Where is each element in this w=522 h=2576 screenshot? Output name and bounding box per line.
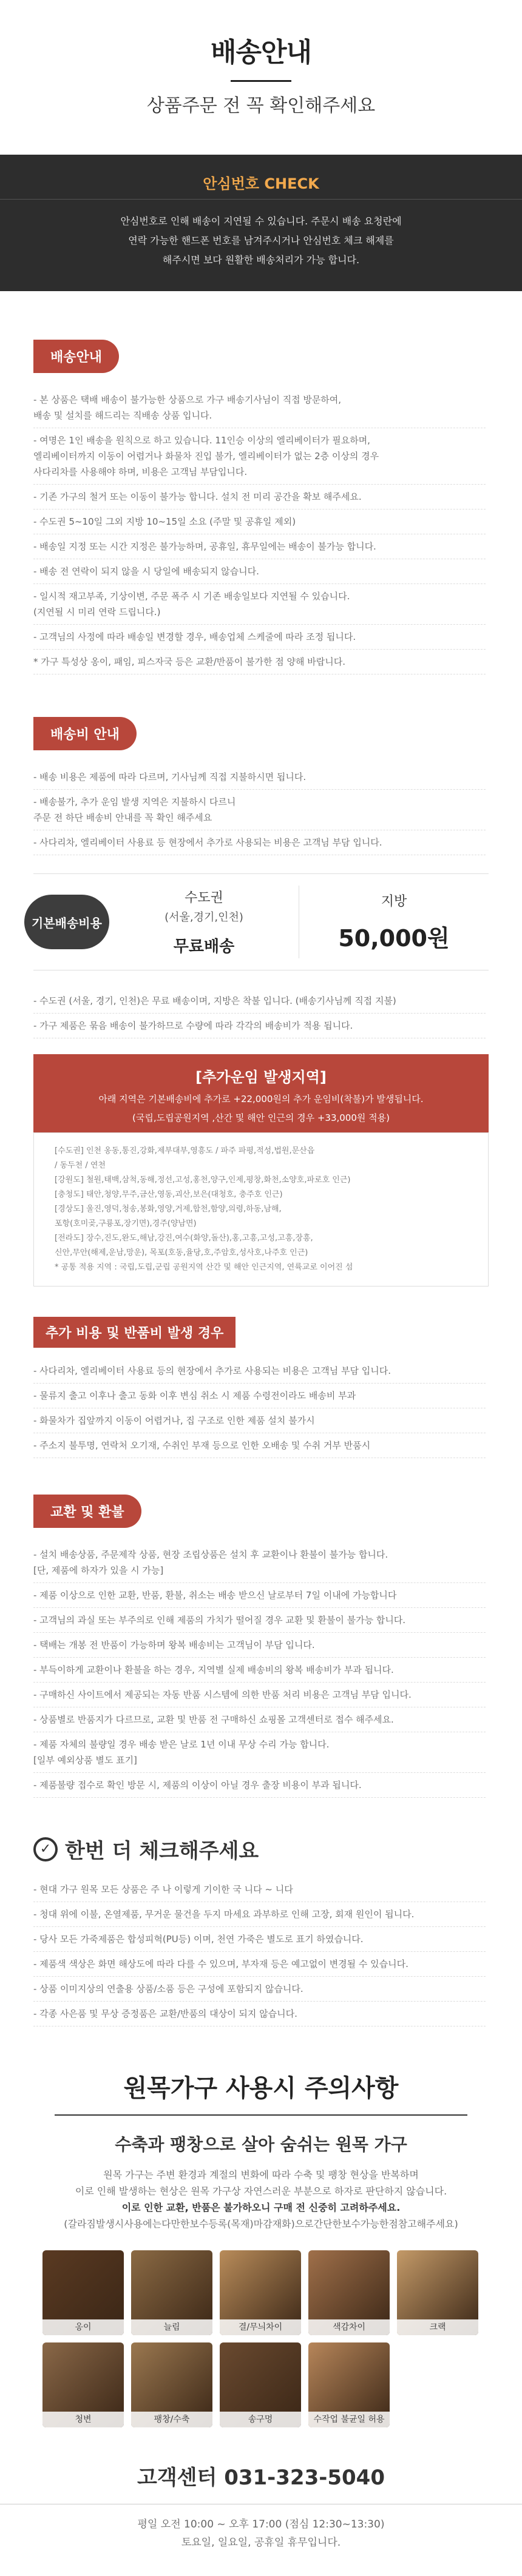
list-item: - 물류지 출고 이후나 출고 동화 이후 변심 취소 시 제품 수령전이라도 배송비 부과 (33, 1384, 486, 1408)
list-item: - 배송 비용은 제품에 따라 다르며, 기사님께 직접 지불하시면 됩니다. (33, 765, 486, 790)
wood-defect-label: 팽창/수축 (131, 2412, 212, 2427)
list-item: - 제품색 색상은 화면 해상도에 따라 다를 수 있으며, 부자재 등은 예고없이 변경될 수 있습니다. (33, 1952, 486, 1977)
list-item: - 택배는 개봉 전 반품이 가능하며 왕복 배송비는 고객님이 부담 입니다. (33, 1633, 486, 1658)
wood-defect-label: 크랙 (397, 2319, 478, 2335)
list-item: - 주소지 불투명, 연락처 오기재, 수취인 부재 등으로 인한 오배송 및 수취 거부 반품시 (33, 1433, 486, 1458)
wood-title: 원목가구 사용시 주의사항 (123, 2074, 399, 2102)
recheck-header (33, 1834, 522, 1864)
extra-cost-list (0, 1359, 522, 1458)
wood-defect-tile (131, 2250, 212, 2335)
page-subtitle: 상품주문 전 꼭 확인해주세요 (146, 95, 376, 116)
wood-defect-label: 수작업 불균일 허용 (308, 2412, 390, 2427)
wood-defect-label: 색감차이 (308, 2319, 390, 2335)
wood-desc-line: (갈라짐발생시사용에는다만한보수등록(목재)마감재화)으로간단한보수가능한점참고해주세요) (64, 2218, 458, 2230)
region-line: * 공통 적용 지역 : 국립,도립,군립 공원지역 산간 및 해안 인근지역, 연륙교로 이어진 섬 (55, 1263, 353, 1272)
list-item: - 사다리차, 엘리베이터 사용료 등 현장에서 추가로 사용되는 비용은 고객님 부담 입니다. (33, 830, 486, 855)
wood-defect-tile (220, 2250, 301, 2335)
extra-charge-line: 아래 지역은 기본배송비에 추가로 +22,000원의 추가 운임비(착불)가 발생됩니다. (98, 1094, 424, 1105)
wood-subtitle: 수축과 팽창으로 살아 숨쉬는 원목 가구 (115, 2134, 407, 2154)
list-item: - 청대 위에 이불, 온열제품, 무거운 물건을 두지 마세요 과부하로 인해 고장, 회재 원인이 됩니다. (33, 1902, 486, 1927)
wood-defect-label: 송구멍 (220, 2412, 301, 2427)
list-item: - 당사 모든 가죽제품은 합성피혁(PU등) 이며, 천연 가죽은 별도로 표기 하였습니다. (33, 1927, 486, 1952)
check-divider (0, 199, 522, 200)
fee-col-value: 50,000원 (338, 925, 450, 952)
wood-grid (42, 2250, 480, 2427)
list-item: - 수도권 (서울, 경기, 인천)은 무료 배송이며, 지방은 착불 입니다. (배송기사님께 직접 지불) (33, 989, 486, 1014)
wood-divider (55, 2114, 467, 2116)
wood-section (0, 2069, 522, 2552)
fee-col-title: 지방 (381, 894, 407, 909)
holiday-notice: 토요일, 일요일, 공휴일 휴무입니다. (181, 2537, 341, 2549)
region-line: 포항(호미곶,구룡포,장기면),경주(양남면) (55, 1219, 197, 1228)
extra-charge-box (33, 1054, 489, 1132)
customer-center-phone: 고객센터 031-323-5040 (137, 2466, 385, 2490)
wood-defect-tile (308, 2342, 390, 2427)
region-line: [충청도] 태안,청양,무주,금산,영동,괴산,보은(대청호, 충주호 인근) (55, 1190, 283, 1199)
list-item: - 현대 가구 원목 모든 상품은 주 나 이렇게 기이한 국 니다 ~ 니다 (33, 1877, 486, 1902)
list-item: - 상품 이미지상의 연출용 상품/소품 등은 구성에 포함되지 않습니다. (33, 1977, 486, 2002)
recheck-title: 한번 더 체크해주세요 (65, 1839, 259, 1863)
fee-col-value: 무료배송 (173, 938, 235, 956)
extra-charge-title: [추가운임 발생지역] (195, 1069, 327, 1086)
list-item: - 사다리차, 엘리베이터 사용료 등의 현장에서 추가로 사용되는 비용은 고객님 부담 입니다. (33, 1359, 486, 1384)
hero (0, 0, 522, 155)
fee-col-sub: (서울,경기,인천) (164, 911, 243, 924)
extra-cost-label: 추가 비용 및 반품비 발생 경우 (33, 1317, 236, 1348)
list-item: - 배송일 지정 또는 시간 지정은 불가능하며, 공휴일, 휴무일에는 배송이 불가능 합니다. (33, 534, 486, 559)
wood-defect-label: 청변 (42, 2412, 124, 2427)
list-item: - 고객님의 사정에 따라 배송일 변경할 경우, 배송업체 스케줄에 따라 조정 됩니다. (33, 625, 486, 650)
wood-defect-tile (131, 2342, 212, 2427)
list-item: - 배송 전 연락이 되지 않을 시 당일에 배송되지 않습니다. (33, 559, 486, 584)
list-item: - 각종 사은품 및 무상 증정품은 교환/반품의 대상이 되지 않습니다. (33, 2002, 486, 2026)
list-item: - 제품 자체의 불량일 경우 배송 받은 날로 1년 이내 무상 수리 가능 합니다. [일부 예외상품 별도 표기] (33, 1732, 486, 1773)
list-item: - 상품별로 반품지가 다르므로, 교환 및 반품 전 구매하신 쇼핑몰 고객센터로 접수 해주세요. (33, 1707, 486, 1732)
check-circle-icon: ✓ (33, 1837, 58, 1861)
wood-defect-label: 옹이 (42, 2319, 124, 2335)
fee-col-local (299, 891, 489, 953)
list-item: - 가구 제품은 묶음 배송이 불가하므로 수량에 따라 각각의 배송비가 적용 됩니다. (33, 1014, 486, 1038)
delivery-list (0, 388, 522, 674)
list-item: - 구매하신 사이트에서 제공되는 자동 반품 시스템에 의한 반품 처리 비용은 고객님 부담 입니다. (33, 1683, 486, 1707)
wood-defect-tile (308, 2250, 390, 2335)
wood-desc-line: 원목 가구는 주변 환경과 계절의 변화에 따라 수축 및 팽창 현상을 반복하며 (103, 2169, 419, 2181)
list-item: - 제품불량 접수로 확인 방문 시, 제품의 이상이 아닐 경우 출장 비용이 부과 됩니다. (33, 1773, 486, 1798)
region-line: [수도권] 인천 옹동,통진,강화,제부대부,영흥도 / 파주 파평,적성,법원,문산읍 (55, 1146, 315, 1155)
check-line: 안심번호로 인해 배송이 지연될 수 있습니다. 주문시 배송 요청란에 (120, 215, 402, 227)
extra-charge-regions (33, 1132, 489, 1286)
list-item: - 배송불가, 추가 운임 발생 지역은 지불하시 다르니 주문 전 하단 배송비 안내를 꼭 확인 해주세요 (33, 790, 486, 830)
wood-defect-tile (397, 2250, 478, 2335)
recheck-section (0, 1834, 522, 2026)
fee-list (0, 765, 522, 855)
delivery-label: 배송안내 (33, 340, 119, 373)
exchange-section (0, 1495, 522, 1798)
region-line: [강원도] 철원,태백,삼척,동해,정선,고성,홍천,양구,인제,평창,화천,소양호,파로호 인근) (55, 1175, 351, 1185)
check-line: 연락 가능한 핸드폰 번호를 남겨주시거나 안심번호 체크 해제를 (128, 235, 394, 246)
exchange-label: 교환 및 환불 (33, 1495, 141, 1528)
wood-desc-line: 이로 인한 교환, 반품은 불가하오니 구매 전 신중히 고려하주세요. (121, 2202, 401, 2213)
check-text (0, 212, 522, 270)
fee-col-title: 수도권 (185, 890, 223, 906)
wood-defect-label: 늘림 (131, 2319, 212, 2335)
recheck-list (0, 1877, 522, 2026)
title-underline (231, 80, 291, 82)
list-item: - 부득이하게 교환이나 환불을 하는 경우, 지역별 실제 배송비의 왕복 배송비가 부과 됩니다. (33, 1658, 486, 1683)
list-item: - 설치 배송상품, 주문제작 상품, 현장 조립상품은 설치 후 교환이나 환불이 불가능 합니다. [단, 제품에 하자가 있을 시 가능] (33, 1542, 486, 1583)
check-title: 안심번호 CHECK (203, 175, 319, 192)
safe-number-check (0, 155, 522, 291)
list-item: - 본 상품은 택배 배송이 불가능한 상품으로 가구 배송기사님이 직접 방문하여, 배송 및 설치를 해드리는 직배송 상품 입니다. (33, 388, 486, 428)
fee-list-2 (0, 989, 522, 1038)
page-title: 배송안내 (210, 37, 311, 68)
region-line: / 동두천 / 연천 (55, 1161, 106, 1170)
region-line: [경상도] 울진,영덕,청송,봉화,영양,거제,합천,함양,의령,하동,남해, (55, 1205, 282, 1214)
list-item: - 제품 이상으로 인한 교환, 반품, 환불, 취소는 배송 받으신 날로부터 7일 이내에 가능합니다 (33, 1583, 486, 1608)
extra-cost-section (0, 1317, 522, 1458)
wood-defect-tile (220, 2342, 301, 2427)
wood-desc (0, 2167, 522, 2232)
wood-defect-tile (42, 2342, 124, 2427)
check-line: 해주시면 보다 원활한 배송처리가 가능 합니다. (162, 254, 360, 266)
wood-defect-label: 결/무늬차이 (220, 2319, 301, 2335)
fee-table (33, 873, 489, 970)
wood-desc-line: 이로 인해 발생하는 현상은 원목 가구상 자연스러운 부분으로 하자로 판단하지 않습니다. (75, 2185, 447, 2197)
list-item: - 화물차가 집앞까지 이동이 어렵거나, 집 구조로 인한 제품 설치 불가시 (33, 1408, 486, 1433)
fee-col-metro (109, 887, 299, 957)
region-line: [전라도] 장수,진도,완도,해남,강진,여수(화양,돌산),홍,고흥,고성,고흥,장흥, (55, 1234, 313, 1243)
wood-defect-tile (42, 2250, 124, 2335)
list-item: - 여명은 1인 배송을 원칙으로 하고 있습니다. 11인승 이상의 엘리베이터가 필요하며, 엘리베이터까지 이동이 어렵거나 화물차 진입 불가, 엘리베이터가 없는 2층 이상의 경우 사다리차를 사용해야 하며, 비용은 고객님 부담입니다. (33, 428, 486, 485)
business-hours: 평일 오전 10:00 ~ 오후 17:00 (점심 12:30~13:30) (137, 2518, 385, 2531)
delivery-section (0, 340, 522, 674)
footer (0, 2461, 522, 2552)
list-item: - 기존 가구의 철거 또는 이동이 불가능 합니다. 설치 전 미리 공간을 확보 해주세요. (33, 485, 486, 509)
fee-table-label: 기본배송비용 (24, 895, 109, 949)
list-item: * 가구 특성상 옹이, 패임, 피스자국 등은 교환/반품이 불가한 점 양해 바랍니다. (33, 650, 486, 674)
region-line: 신안,무안(해제,운남,망운), 목포(호동,율당,호,주암호,성사호,나주호 인근) (55, 1248, 308, 1257)
fee-label: 배송비 안내 (33, 717, 137, 750)
exchange-list (0, 1542, 522, 1798)
extra-charge-line: (국립,도립공원지역 ,산간 및 해안 인근의 경우 +33,000원 적용) (132, 1112, 390, 1123)
list-item: - 고객님의 과실 또는 부주의로 인해 제품의 가치가 떨어질 경우 교환 및 환불이 불가능 합니다. (33, 1608, 486, 1633)
fee-section (0, 717, 522, 1286)
list-item: - 일시적 재고부족, 기상이변, 주문 폭주 시 기존 배송일보다 지연될 수 있습니다. (지연될 시 미리 연락 드립니다.) (33, 584, 486, 625)
list-item: - 수도권 5~10일 그외 지방 10~15일 소요 (주말 및 공휴일 제외) (33, 509, 486, 534)
